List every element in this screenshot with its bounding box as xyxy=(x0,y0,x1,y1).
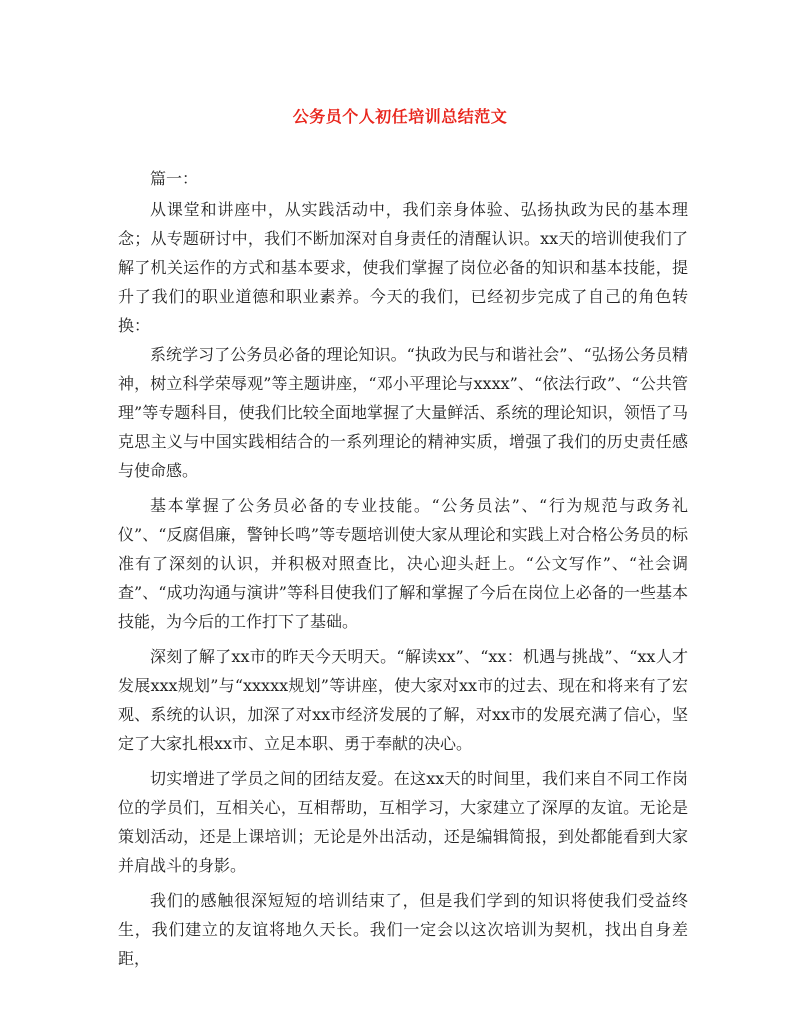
document-title: 公务员个人初任培训总结范文 xyxy=(292,107,508,126)
section-label: 篇一： xyxy=(150,169,199,188)
paragraph: 切实增进了学员之间的团结友爱。在这xx天的时间里，我们来自不同工作岗位的学员们，互相关心，互相帮助，互相学习，大家建立了深厚的友谊。无论是策划活动，还是上课培训；无论是外出活动，还是编辑简报，到处都能看到大家并肩战斗的身影。 xyxy=(118,769,688,875)
paragraph: 基本掌握了公务员必备的专业技能。“公务员法”、“行为规范与政务礼仪”、“反腐倡廉，警钟长鸣”等专题培训使大家从理论和实践上对合格公务员的标准有了深刻的认识，并积极对照查比，决心迎头赶上。“公文写作”、“社会调查”、“成功沟通与演讲”等科目使我们了解和掌握了今后在岗位上必备的一些基本技能，为今后的工作打下了基础。 xyxy=(118,496,688,631)
paragraph: 我们的感触很深短短的培训结束了，但是我们学到的知识将使我们受益终生，我们建立的友谊将地久天长。我们一定会以这次培训为契机，找出自身差距， xyxy=(118,891,688,968)
document-body xyxy=(118,164,688,973)
paragraph: 深刻了解了xx市的昨天今天明天。“解读xx”、“xx：机遇与挑战”、“xx人才发展xxx规划”与“xxxxx规划”等讲座，使大家对xx市的过去、现在和将来有了宏观、系统的认识，加深了对xx市经济发展的了解，对xx市的发展充满了信心，坚定了大家扎根xx市、立足本职、勇于奉献的决心。 xyxy=(118,647,688,753)
paragraph: 从课堂和讲座中，从实践活动中，我们亲身体验、弘扬执政为民的基本理念；从专题研讨中，我们不断加深对自身责任的清醒认识。xx天的培训使我们了解了机关运作的方式和基本要求，使我们掌握了岗位必备的知识和基本技能，提升了我们的职业道德和职业素养。今天的我们，已经初步完成了自己的角色转换： xyxy=(118,200,688,335)
paragraph: 系统学习了公务员必备的理论知识。“执政为民与和谐社会”、“弘扬公务员精神，树立科学荣辱观”等主题讲座，“邓小平理论与xxxx”、“依法行政”、“公共管理”等专题科目，使我们比较全面地掌握了大量鲜活、系统的理论知识，领悟了马克思主义与中国实践相结合的一系列理论的精神实质，增强了我们的历史责任感与使命感。 xyxy=(118,345,688,480)
